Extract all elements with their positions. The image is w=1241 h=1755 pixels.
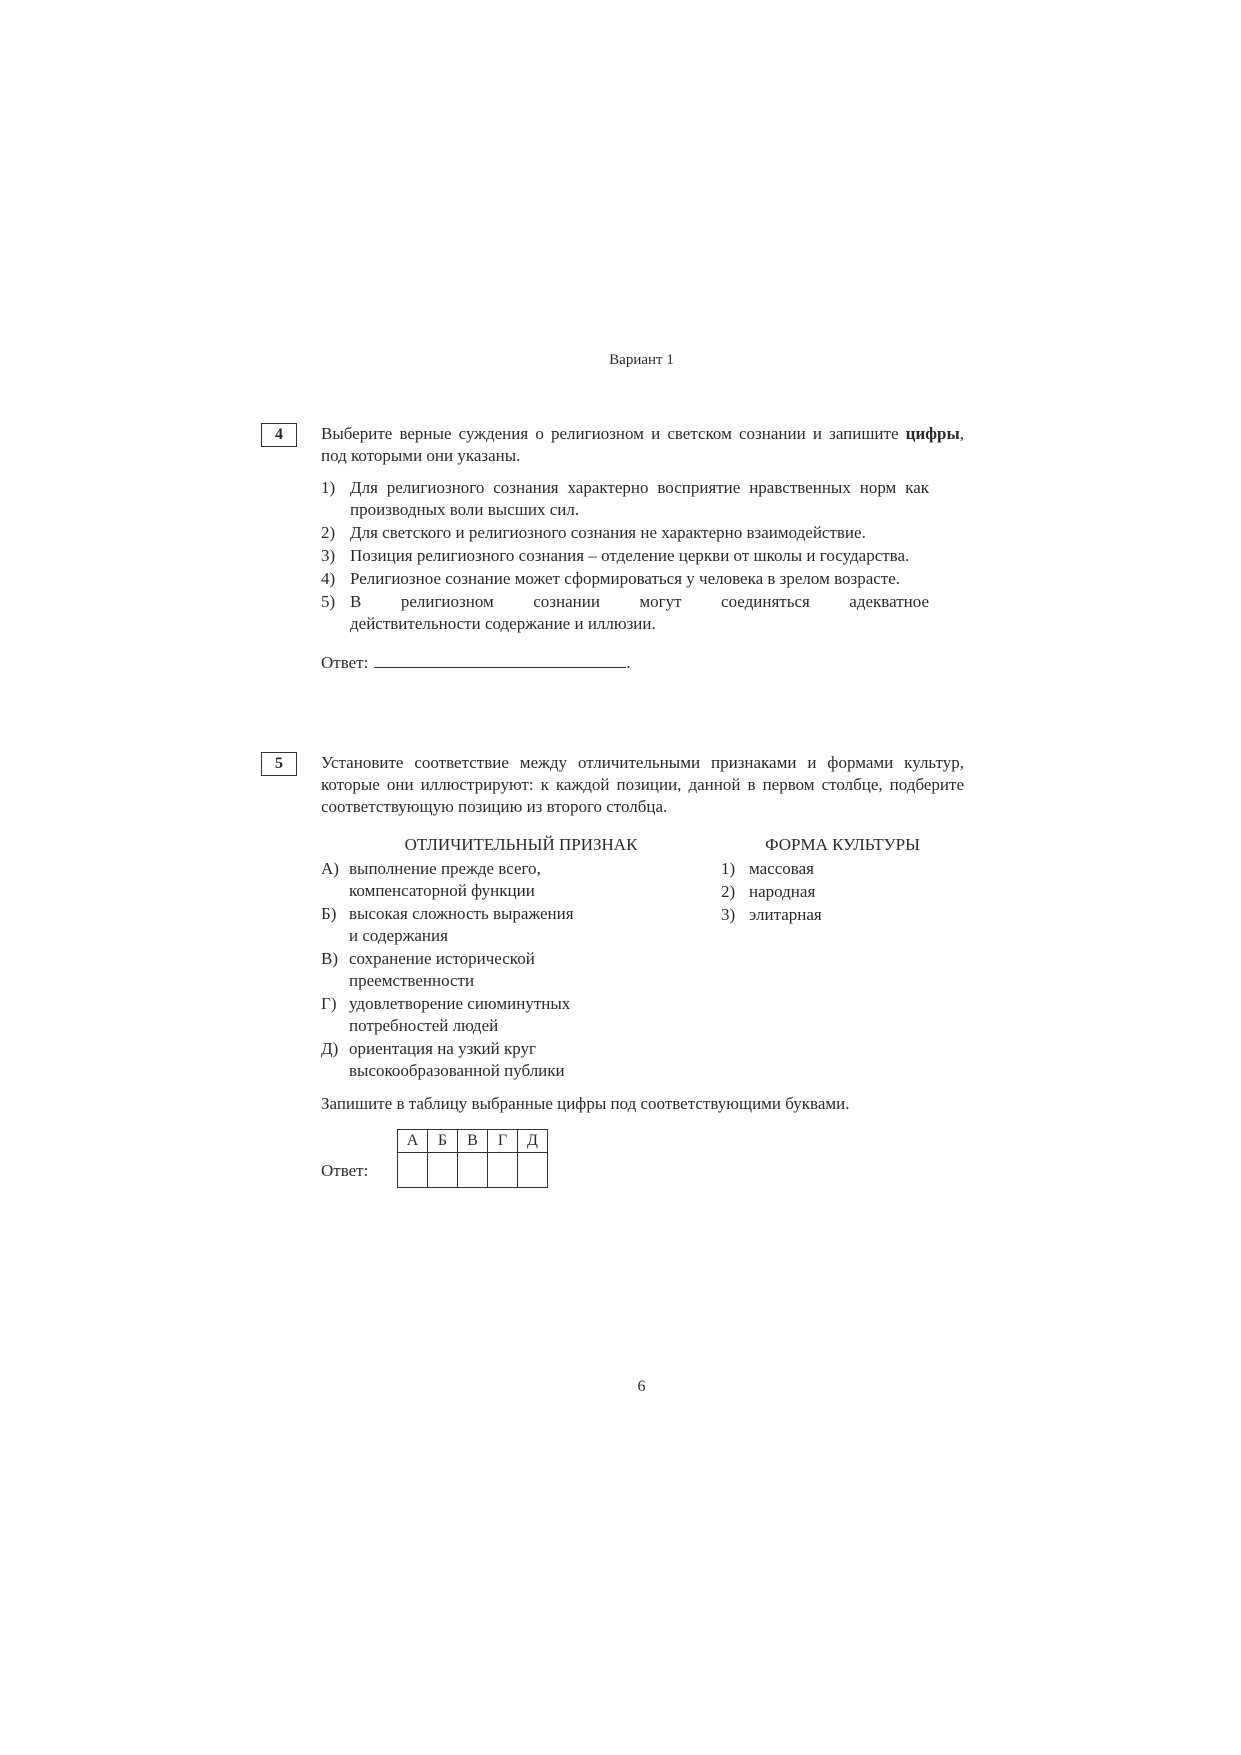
- options-list: [321, 477, 929, 635]
- answer-col-header: Д: [518, 1130, 548, 1153]
- instruction: Запишите в таблицу выбранные цифры под соответствующими буквами.: [321, 1094, 850, 1113]
- answer-label: Ответ:: [321, 653, 369, 672]
- right-column: [721, 834, 964, 1083]
- option-item: 5) В религиозном сознании могут соединяться адекватное действительности содержание и иллюзии.: [321, 592, 929, 633]
- task-body: [321, 752, 964, 1188]
- answer-label: Ответ:: [321, 1160, 369, 1180]
- task-number: 4: [261, 423, 297, 447]
- right-item: 3) элитарная: [721, 905, 822, 924]
- left-item: А) выполнение прежде всего, компенсаторной функции: [321, 859, 541, 900]
- right-item: 2) народная: [721, 882, 816, 901]
- answer-cell[interactable]: [428, 1153, 458, 1188]
- answer-table: [397, 1129, 548, 1188]
- task-intro: Установите соответствие между отличительными признаками и формами культур, которые они иллюстрируют: к каждой позиции, данной в первом столбце, подберите соответствующую позицию из второго столбца.: [321, 753, 964, 816]
- answer-col-header: Б: [428, 1130, 458, 1153]
- page-number: 6: [637, 1378, 646, 1395]
- answer-cell[interactable]: [518, 1153, 548, 1188]
- answer-line: Ответ: .: [321, 653, 631, 672]
- task-intro: Выберите верные суждения о религиозном и светском сознании и запишите цифры, под которыми они указаны.: [321, 424, 964, 465]
- left-item: Г) удовлетворение сиюминутных потребностей людей: [321, 994, 571, 1035]
- answer-col-header: В: [458, 1130, 488, 1153]
- option-item: 3) Позиция религиозного сознания – отделение церкви от школы и государства.: [321, 546, 910, 565]
- left-item: Б) высокая сложность выражения и содержания: [321, 904, 574, 945]
- answer-col-header: А: [398, 1130, 428, 1153]
- left-item: В) сохранение исторической преемственности: [321, 949, 535, 990]
- option-item: 4) Религиозное сознание может сформироваться у человека в зрелом возрасте.: [321, 569, 901, 588]
- answer-blank[interactable]: [374, 651, 626, 668]
- left-item: Д) ориентация на узкий круг высокообразованной публики: [321, 1039, 565, 1080]
- left-column: [321, 834, 721, 1083]
- right-item: 1) массовая: [721, 859, 814, 878]
- answer-cell[interactable]: [398, 1153, 428, 1188]
- task-number: 5: [261, 752, 297, 776]
- answer-col-header: Г: [488, 1130, 518, 1153]
- task-body: [321, 423, 964, 674]
- option-item: 2) Для светского и религиозного сознания не характерно взаимодействие.: [321, 523, 866, 542]
- right-column-header: ФОРМА КУЛЬТУРЫ: [765, 835, 920, 854]
- page-header: Вариант 1: [609, 352, 674, 368]
- answer-table-wrap: [321, 1129, 964, 1188]
- option-item: 1) Для религиозного сознания характерно восприятие нравственных норм как производных воли высших сил.: [321, 478, 929, 519]
- answer-cell[interactable]: [458, 1153, 488, 1188]
- answer-cell[interactable]: [488, 1153, 518, 1188]
- matching-columns: [321, 834, 964, 1083]
- left-column-header: ОТЛИЧИТЕЛЬНЫЙ ПРИЗНАК: [404, 835, 638, 854]
